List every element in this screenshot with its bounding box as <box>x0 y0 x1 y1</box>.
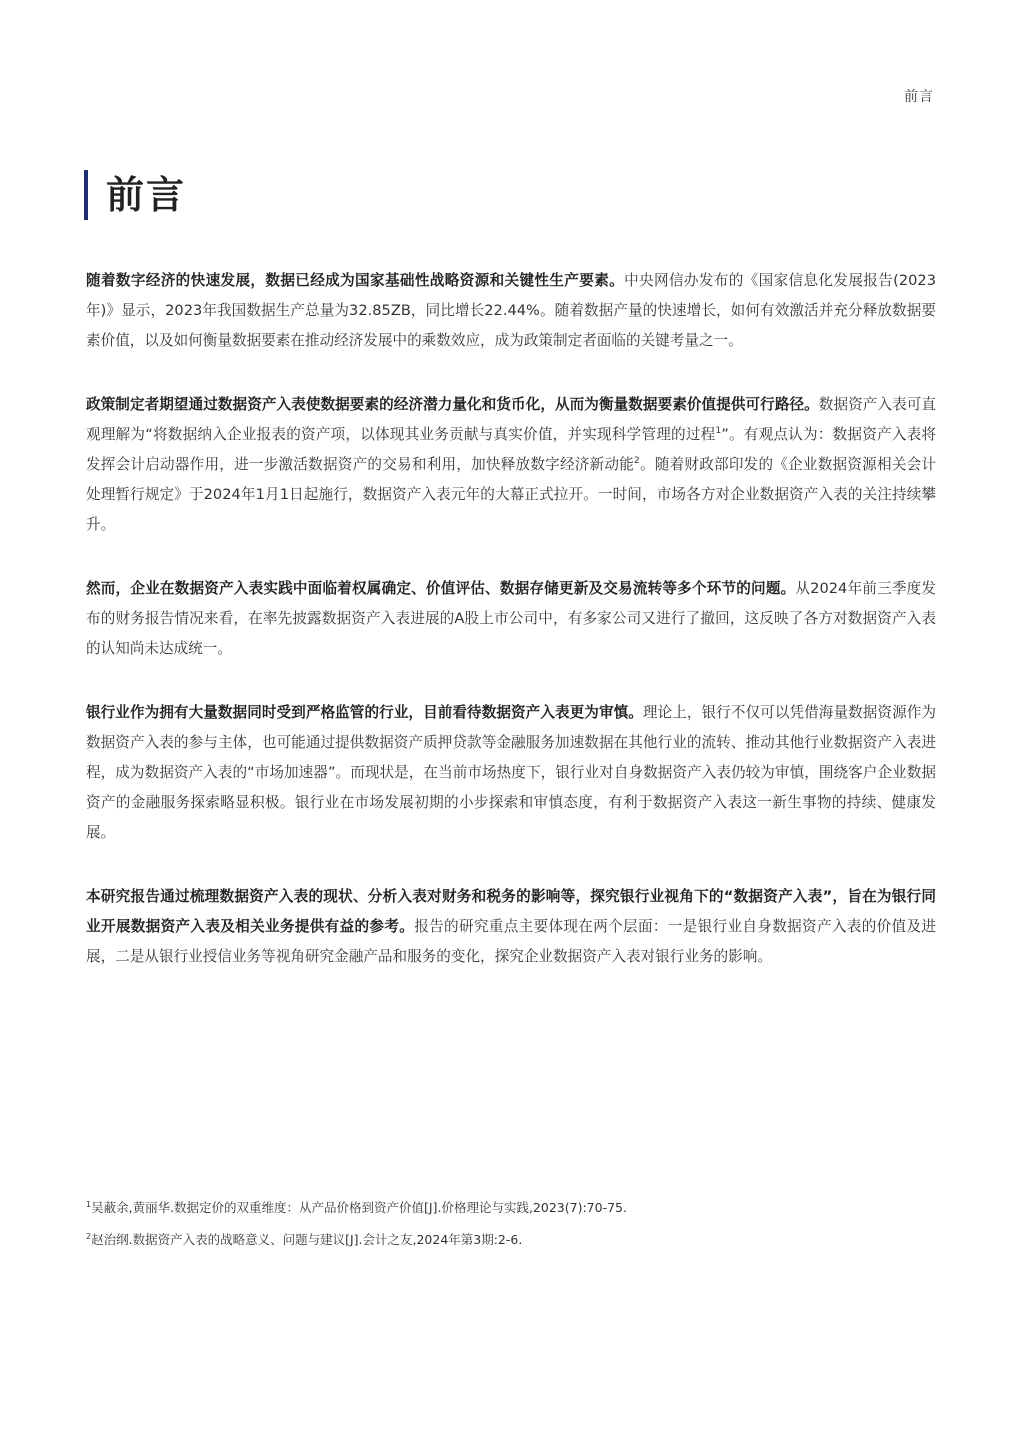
title-accent-bar <box>84 170 88 220</box>
running-header: 前言 <box>904 89 934 105</box>
paragraph-lead: 本研究报告通过梳理数据资产入表的现状、分析入表对财务和税务的影响等，探究银行业视角下的“数据资产入表”，旨在为银行同业开展数据资产入表及相关业务提供有益的参考。 <box>86 888 936 935</box>
paragraph-body: ”。有观点认为：数据资产入表将发挥会计启动器作用，进一步激活数据资产的交易和利用，加快释放数字经济新动能 <box>86 426 936 473</box>
paragraph-4 <box>86 698 936 848</box>
footnote-mark: 2 <box>86 1231 92 1241</box>
paragraph-3 <box>86 574 936 664</box>
paragraph-lead: 随着数字经济的快速发展，数据已经成为国家基础性战略资源和关键性生产要素。 <box>86 272 625 289</box>
paragraph-body: 报告的研究重点主要体现在两个层面：一是银行业自身数据资产入表的价值及进展，二是从银行业授信业务等视角研究金融产品和服务的变化，探究企业数据资产入表对银行业务的影响。 <box>86 918 936 965</box>
paragraph-body: 中央网信办发布的《国家信息化发展报告(2023年)》显示，2023年我国数据生产总量为32.85ZB，同比增长22.44%。随着数据产量的快速增长，如何有效激活并充分释放数据要素价值，以及如何衡量数据要素在推动经济发展中的乘数效应，成为政策制定者面临的关键考量之一。 <box>86 272 936 349</box>
footnotes <box>86 1198 936 1262</box>
footnote-text: 吴蔽余,黄丽华.数据定价的双重维度：从产品价格到资产价值[J].价格理论与实践,2023(7):70-75. <box>91 1200 627 1215</box>
paragraph-body: 理论上，银行不仅可以凭借海量数据资源作为数据资产入表的参与主体，也可能通过提供数据资产质押贷款等金融服务加速数据在其他行业的流转、推动其他行业数据资产入表进程，成为数据资产入表的“市场加速器”。而现状是，在当前市场热度下，银行业对自身数据资产入表仍较为审慎，围绕客户企业数据资产的金融服务探索略显积极。银行业在市场发展初期的小步探索和审慎态度，有利于数据资产入表这一新生事物的持续、健康发展。 <box>86 704 936 841</box>
paragraph-2 <box>86 390 936 540</box>
paragraph-body: 数据资产入表可直观理解为“将数据纳入企业报表的资产项，以体现其业务贡献与真实价值，并实现科学管理的过程 <box>86 396 936 443</box>
paragraph-lead: 政策制定者期望通过数据资产入表使数据要素的经济潜力量化和货币化，从而为衡量数据要素价值提供可行路径。 <box>86 396 819 413</box>
footnote-text: 赵治纲.数据资产入表的战略意义、问题与建议[J].会计之友,2024年第3期:2-6. <box>91 1232 523 1247</box>
title-block <box>84 170 186 220</box>
footnote-mark: 1 <box>86 1199 92 1209</box>
paragraph-body: 。随着财政部印发的《企业数据资源相关会计处理暂行规定》于2024年1月1日起施行，数据资产入表元年的大幕正式拉开。一时间，市场各方对企业数据资产入表的关注持续攀升。 <box>86 456 936 533</box>
footnote-1 <box>86 1198 936 1218</box>
page-title: 前言 <box>106 173 187 217</box>
paragraph-5 <box>86 882 936 972</box>
paragraph-body: 从2024年前三季度发布的财务报告情况来看，在率先披露数据资产入表进展的A股上市公司中，有多家公司又进行了撤回，这反映了各方对数据资产入表的认知尚未达成统一。 <box>86 580 936 657</box>
footnote-2 <box>86 1230 936 1250</box>
footnote-ref-2: 2 <box>634 456 640 467</box>
paragraph-lead: 银行业作为拥有大量数据同时受到严格监管的行业，目前看待数据资产入表更为审慎。 <box>86 704 643 721</box>
main-content <box>86 266 936 1006</box>
paragraph-1 <box>86 266 936 356</box>
footnote-ref-1: 1 <box>715 426 722 437</box>
paragraph-lead: 然而，企业在数据资产入表实践中面临着权属确定、价值评估、数据存储更新及交易流转等多个环节的问题。 <box>86 580 796 597</box>
